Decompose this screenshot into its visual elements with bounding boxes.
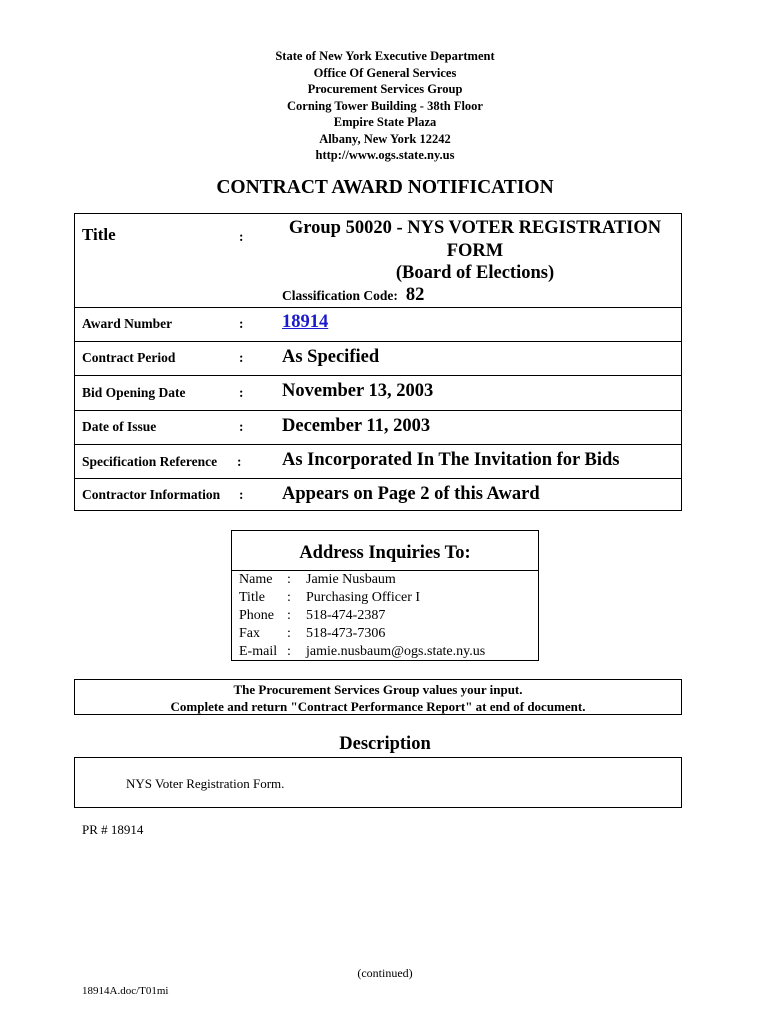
- row-divider: [75, 375, 681, 376]
- contact-row: [239, 625, 485, 643]
- title-colon: :: [239, 229, 244, 244]
- pr-number: PR # 18914: [82, 822, 144, 837]
- contract-period-value: As Specified: [282, 347, 380, 367]
- contractor-information-label: Contractor Information: [82, 487, 221, 502]
- contact-sep: :: [287, 626, 291, 641]
- row-divider: [75, 410, 681, 411]
- row-divider: [75, 478, 681, 479]
- agency-line: Empire State Plaza: [333, 115, 437, 129]
- contact-key: Name: [239, 572, 273, 587]
- classification-code: [282, 285, 424, 306]
- feedback-line: The Procurement Services Group values your input.: [233, 682, 523, 697]
- agency-line: Office Of General Services: [313, 65, 457, 80]
- contact-fax: 518-473-7306: [306, 626, 386, 641]
- bid-opening-date-value: November 13, 2003: [282, 381, 434, 401]
- contact-key: Title: [239, 590, 265, 605]
- agency-line: Albany, New York 12242: [319, 131, 451, 146]
- agency-line: State of New York Executive Department: [275, 49, 495, 63]
- contact-row: [239, 643, 485, 661]
- contact-phone: 518-474-2387: [306, 608, 386, 623]
- description-box: [74, 757, 682, 808]
- title-label: Title: [82, 225, 116, 244]
- row-divider: [75, 307, 681, 308]
- contractor-information-colon: :: [239, 487, 244, 502]
- description-heading: Description: [339, 734, 431, 754]
- contact-key: Phone: [239, 608, 274, 623]
- agency-website-link[interactable]: http://www.ogs.state.ny.us: [315, 148, 455, 162]
- footer-filename: 18914A.doc/T01mi: [82, 985, 169, 997]
- contract-title-line: (Board of Elections): [395, 263, 555, 283]
- feedback-line: Complete and return "Contract Performance Report" at end of document.: [170, 699, 586, 714]
- specification-reference-colon: :: [237, 454, 242, 469]
- contract-title-line: FORM: [446, 240, 504, 261]
- specification-reference-value: As Incorporated In The Invitation for Bids: [282, 450, 620, 470]
- contract-title-line: Group 50020 - NYS VOTER REGISTRATION: [288, 218, 662, 238]
- award-number-label: Award Number: [82, 316, 173, 331]
- contact-title: Purchasing Officer I: [306, 590, 421, 605]
- contractor-information-value: Appears on Page 2 of this Award: [282, 484, 540, 504]
- award-details-table: [74, 213, 682, 511]
- date-of-issue-colon: :: [239, 419, 244, 434]
- agency-header: [0, 48, 770, 164]
- contract-period-label: Contract Period: [82, 350, 176, 365]
- feedback-notice: [74, 679, 682, 715]
- contact-sep: :: [287, 644, 291, 659]
- row-divider: [75, 341, 681, 342]
- date-of-issue-value: December 11, 2003: [282, 416, 431, 436]
- address-inquiries-heading: Address Inquiries To:: [232, 534, 538, 571]
- row-divider: [75, 444, 681, 445]
- agency-line: Procurement Services Group: [307, 82, 463, 96]
- contact-key: Fax: [239, 626, 260, 641]
- classification-code-label: Classification Code:: [282, 288, 398, 303]
- contact-sep: :: [287, 608, 291, 623]
- contact-row: [239, 571, 485, 589]
- contract-title: [269, 217, 681, 285]
- contact-sep: :: [287, 572, 291, 587]
- contract-period-colon: :: [239, 350, 244, 365]
- award-number-colon: :: [239, 316, 244, 331]
- award-number-link[interactable]: 18914: [282, 312, 329, 332]
- bid-opening-date-colon: :: [239, 385, 244, 400]
- address-inquiries-box: [231, 530, 539, 661]
- contact-name: Jamie Nusbaum: [306, 572, 396, 587]
- contact-sep: :: [287, 590, 291, 605]
- classification-code-value: 82: [405, 285, 425, 305]
- continued-note: (continued): [357, 966, 413, 980]
- contact-email-link[interactable]: jamie.nusbaum@ogs.state.ny.us: [306, 644, 486, 659]
- date-of-issue-label: Date of Issue: [82, 419, 157, 434]
- contact-details: [239, 571, 485, 661]
- contact-row: [239, 589, 485, 607]
- specification-reference-label: Specification Reference: [82, 454, 218, 469]
- contact-key: E-mail: [239, 644, 278, 659]
- description-text: NYS Voter Registration Form.: [126, 776, 285, 791]
- document-title: CONTRACT AWARD NOTIFICATION: [216, 177, 554, 198]
- contact-row: [239, 607, 485, 625]
- agency-line: Corning Tower Building - 38th Floor: [287, 98, 483, 113]
- bid-opening-date-label: Bid Opening Date: [82, 385, 186, 400]
